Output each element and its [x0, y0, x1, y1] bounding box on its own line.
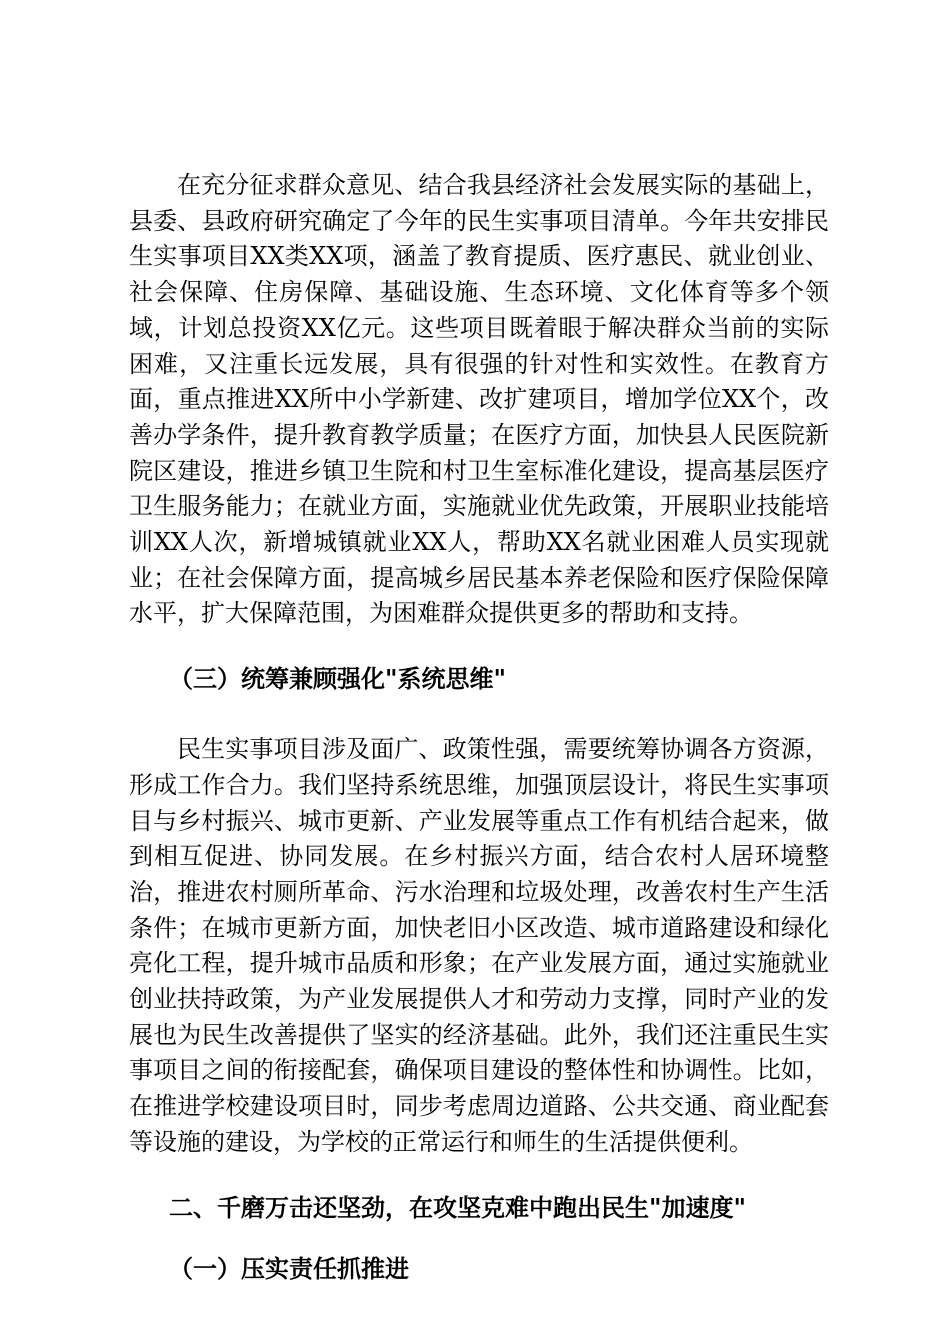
body-paragraph: 民生实事项目涉及面广、政策性强，需要统筹协调各方资源，形成工作合力。我们坚持系统思维，加强顶层设计，将民生实事项目与乡村振兴、城市更新、产业发展等重点工作有机结合起来，做到相互促进、协同发展。在乡村振兴方面，结合农村人居环境整治，推进农村厕所革命、污水治理和垃圾处理，改善农村生产生活条件；在城市更新方面，加快老旧小区改造、城市道路建设和绿化亮化工程，提升城市品质和形象；在产业发展方面，通过实施就业创业扶持政策，为产业发展提供人才和劳动力支撑，同时产业的发展也为民生改善提供了坚实的经济基础。此外，我们还注重民生实事项目之间的衔接配套，确保项目建设的整体性和协调性。比如，在推进学校建设项目时，同步考虑周边道路、公共交通、商业配套等设施的建设，为学校的正常运行和师生的生活提供便利。 [129, 735, 829, 1156]
body-paragraph: 在充分征求群众意见、结合我县经济社会发展实际的基础上，县委、县政府研究确定了今年的民生实事项目清单。今年共安排民生实事项目XX类XX项，涵盖了教育提质、医疗惠民、就业创业、社会保障、住房保障、基础设施、生态环境、文化体育等多个领域，计划总投资XX亿元。这些项目既着眼于解决群众当前的实际困难，又注重长远发展，具有很强的针对性和实效性。在教育方面，重点推进XX所中小学新建、改扩建项目，增加学位XX个，改善办学条件，提升教育教学质量；在医疗方面，加快县人民医院新院区建设，推进乡镇卫生院和村卫生室标准化建设，提高基层医疗卫生服务能力；在就业方面，实施就业优先政策，开展职业技能培训XX人次，新增城镇就业XX人，帮助XX名就业困难人员实现就业；在社会保障方面，提高城乡居民基本养老保险和医疗保险保障水平，扩大保障范围，为困难群众提供更多的帮助和支持。 [129, 171, 829, 628]
section-heading: （一）压实责任抓推进 [169, 1253, 409, 1283]
chapter-heading: 二、千磨万击还坚劲，在攻坚克难中跑出民生"加速度" [169, 1192, 747, 1222]
section-heading: （三）统筹兼顾强化"系统思维" [169, 664, 507, 694]
document-page [129, 168, 829, 1287]
